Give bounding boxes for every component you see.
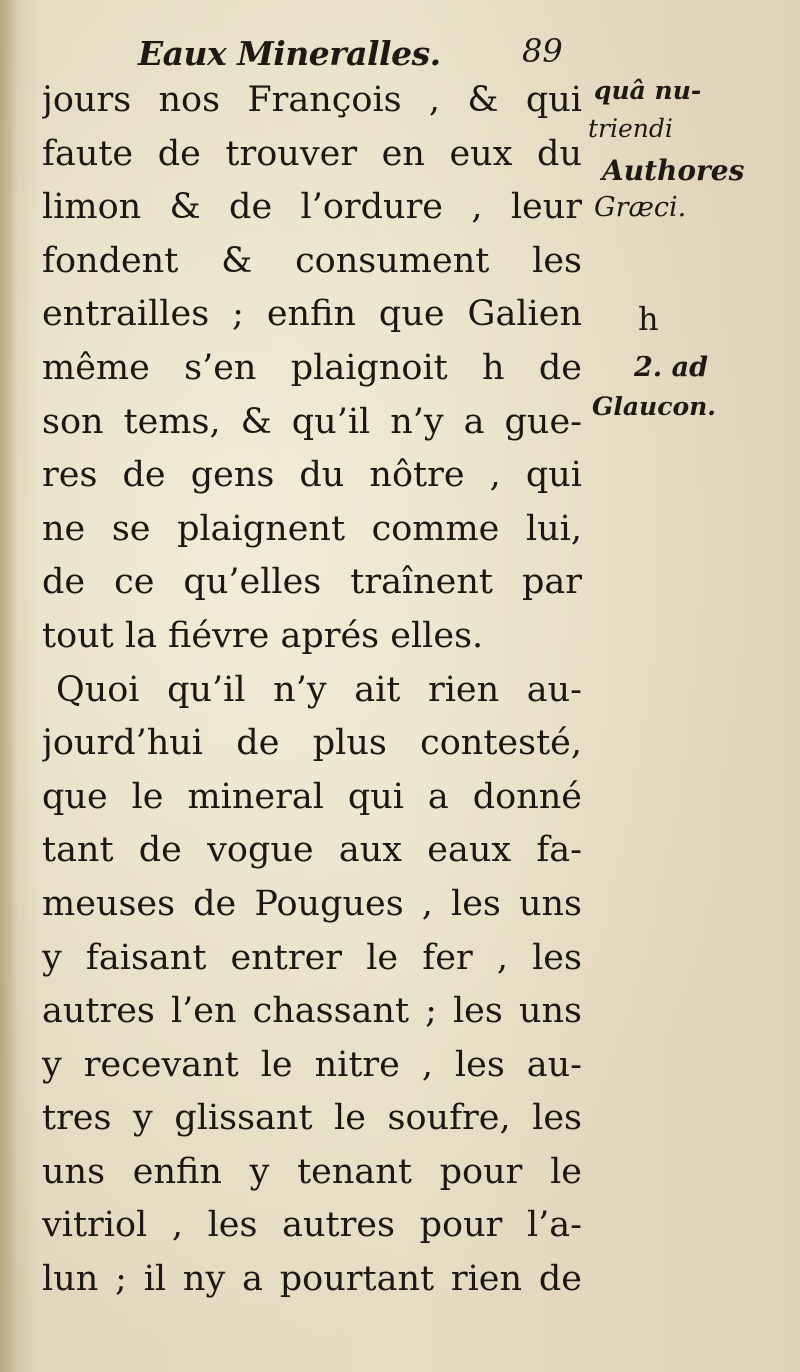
text-line: fondent & consument les bbox=[42, 240, 582, 281]
text-line: y faisant entrer le fer , les bbox=[42, 937, 582, 978]
text-line: tout la fiévre aprés elles. bbox=[42, 615, 484, 656]
text-line: uns enfin y tenant pour le bbox=[42, 1151, 582, 1192]
footnote-marker: h bbox=[638, 300, 659, 338]
text-line: faute de trouver en eux du bbox=[42, 133, 582, 174]
text-line: de ce qu’elles traînent par bbox=[42, 562, 582, 603]
margin-note: Authores bbox=[602, 154, 745, 187]
text-line: ne se plaignent comme lui, bbox=[42, 508, 582, 549]
page-gutter bbox=[0, 0, 18, 1372]
text-line: res de gens du nôtre , qui bbox=[42, 455, 582, 496]
page-number: 89 bbox=[522, 32, 563, 70]
running-title: Eaux Mineralles. bbox=[138, 34, 441, 73]
text-line: tant de vogue aux eaux fa- bbox=[42, 830, 582, 871]
text-line: autres l’en chassant ; les uns bbox=[42, 991, 582, 1032]
text-line: entrailles ; enfin que Galien bbox=[42, 294, 582, 335]
body-text bbox=[42, 74, 582, 1307]
margin-note: triendi bbox=[588, 114, 673, 143]
margin-note: Græci. bbox=[594, 192, 687, 223]
text-line: même s’en plaignoit h de bbox=[42, 347, 582, 388]
margin-notes bbox=[588, 70, 788, 450]
text-line: que le mineral qui a donné bbox=[42, 776, 582, 817]
text-line: jourd’hui de plus contesté, bbox=[42, 723, 582, 764]
text-line: tres y glissant le soufre, les bbox=[42, 1098, 582, 1139]
margin-note: Glaucon. bbox=[592, 392, 716, 421]
text-line: jours nos François , & qui bbox=[42, 80, 582, 120]
text-line: y recevant le nitre , les au- bbox=[42, 1044, 582, 1085]
margin-note: quâ nu- bbox=[594, 76, 702, 105]
page-header bbox=[0, 28, 600, 78]
text-line: lun ; il ny a pourtant rien de bbox=[42, 1259, 582, 1300]
text-line: son tems, & qu’il n’y a gue- bbox=[42, 401, 582, 442]
text-line: meuses de Pougues , les uns bbox=[42, 883, 582, 924]
margin-note: 2. ad bbox=[634, 352, 708, 383]
text-line: Quoi qu’il n’y ait rien au- bbox=[56, 669, 582, 710]
text-line: vitriol , les autres pour l’a- bbox=[42, 1205, 582, 1246]
text-line: limon & de l’ordure , leur bbox=[42, 187, 582, 228]
